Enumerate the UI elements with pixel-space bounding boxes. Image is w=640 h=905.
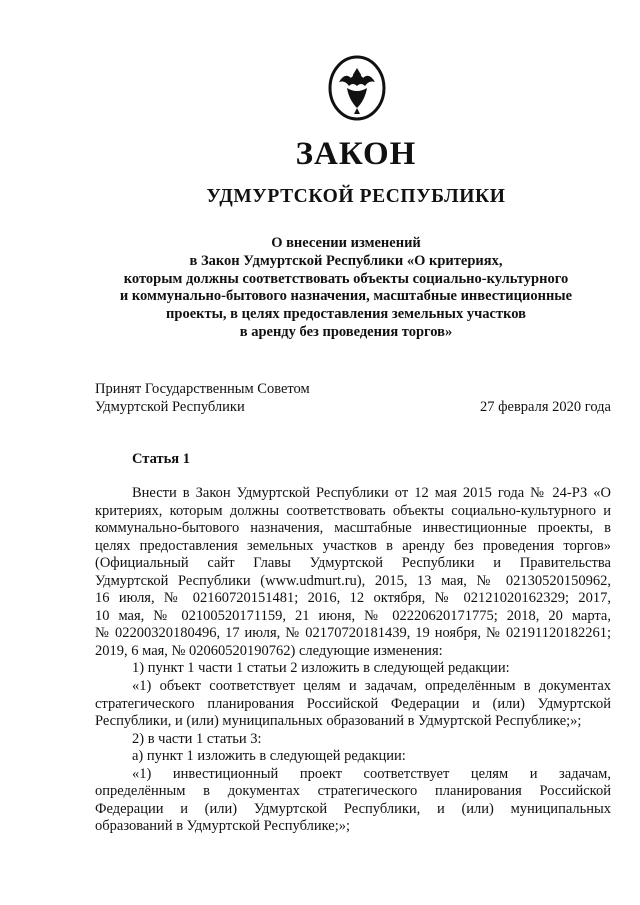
adopted-by-line: Удмуртской Республики: [95, 399, 245, 415]
body-line: 10 мая, № 02100520171159, 21 июня, № 02220620171775; 2018, 20 марта,: [95, 607, 611, 624]
body-line: 2) в части 1 статьи 3:: [132, 730, 262, 747]
body-line: Внести в Закон Удмуртской Республики от 12 мая 2015 года № 24-РЗ «О: [132, 485, 611, 501]
body-line: Федерации и (или) Удмуртской Республики, и (или) муниципальных: [95, 800, 611, 817]
body-line: (Официальный сайт Главы Удмуртской Республики и Правительства: [95, 555, 611, 572]
body-line: 2019, 6 мая, № 02060520190762) следующие изменения:: [95, 642, 443, 659]
body-line: 1) пункт 1 части 1 статьи 2 изложить в следующей редакции:: [132, 660, 510, 677]
body-line: коммунально-бытового назначения, масштабные инвестиционные проекты, в: [95, 520, 611, 537]
body-line: «1) объект соответствует целям и задачам, определённым в документах: [132, 678, 611, 695]
body-line: а) пункт 1 изложить в следующей редакции:: [132, 748, 406, 765]
law-heading: [96, 235, 596, 342]
adoption-block: [95, 380, 611, 416]
adoption-date: 27 февраля 2020 года: [479, 399, 611, 415]
heading-line: которым должны соответствовать объекты социально-культурного: [123, 270, 569, 287]
article-title: Статья 1: [132, 451, 190, 467]
heading-line: в аренду без проведения торгов»: [239, 323, 453, 340]
article-body: [95, 485, 611, 836]
body-line: № 02200320180496, 17 июля, № 02170720181439, 19 ноября, № 02191120182261;: [95, 625, 611, 642]
body-line: Республики, и (или) муниципальных образований в Удмуртской Республике;»;: [95, 713, 582, 730]
republic-title: УДМУРТСКОЙ РЕСПУБЛИКИ: [206, 186, 506, 207]
heading-line: проекты, в целях предоставления земельных участков: [166, 306, 526, 323]
heading-line: в Закон Удмуртской Республики «О критериях,: [189, 252, 503, 269]
body-line: стратегического планирования Российской Федерации и (или) Удмуртской: [95, 695, 611, 712]
heading-line: О внесении изменений: [271, 235, 421, 251]
body-line: определённым в документах стратегического планирования Российской: [95, 783, 611, 800]
body-line: целях предоставления земельных участков в аренду без проведения торгов»: [95, 537, 611, 554]
body-line: 16 июля, № 02160720151481; 2016, 12 октября, № 02121020162329; 2017,: [95, 590, 611, 607]
body-line: критериях, которым должны соответствовать объекты социально-культурного и: [95, 502, 611, 519]
body-line: образований в Удмуртской Республике;»;: [95, 818, 351, 835]
adopted-by-line: Принят Государственным Советом: [95, 381, 310, 397]
udmurtia-coat-of-arms-icon: [325, 54, 389, 122]
heading-line: и коммунально-бытового назначения, масштабные инвестиционные: [119, 288, 573, 305]
law-title: ЗАКОН: [295, 136, 417, 172]
body-line: «1) инвестиционный проект соответствует целям и задачам,: [132, 765, 611, 782]
body-line: Удмуртской Республики (www.udmurt.ru), 2015, 13 мая, № 02130520150962,: [95, 572, 611, 589]
